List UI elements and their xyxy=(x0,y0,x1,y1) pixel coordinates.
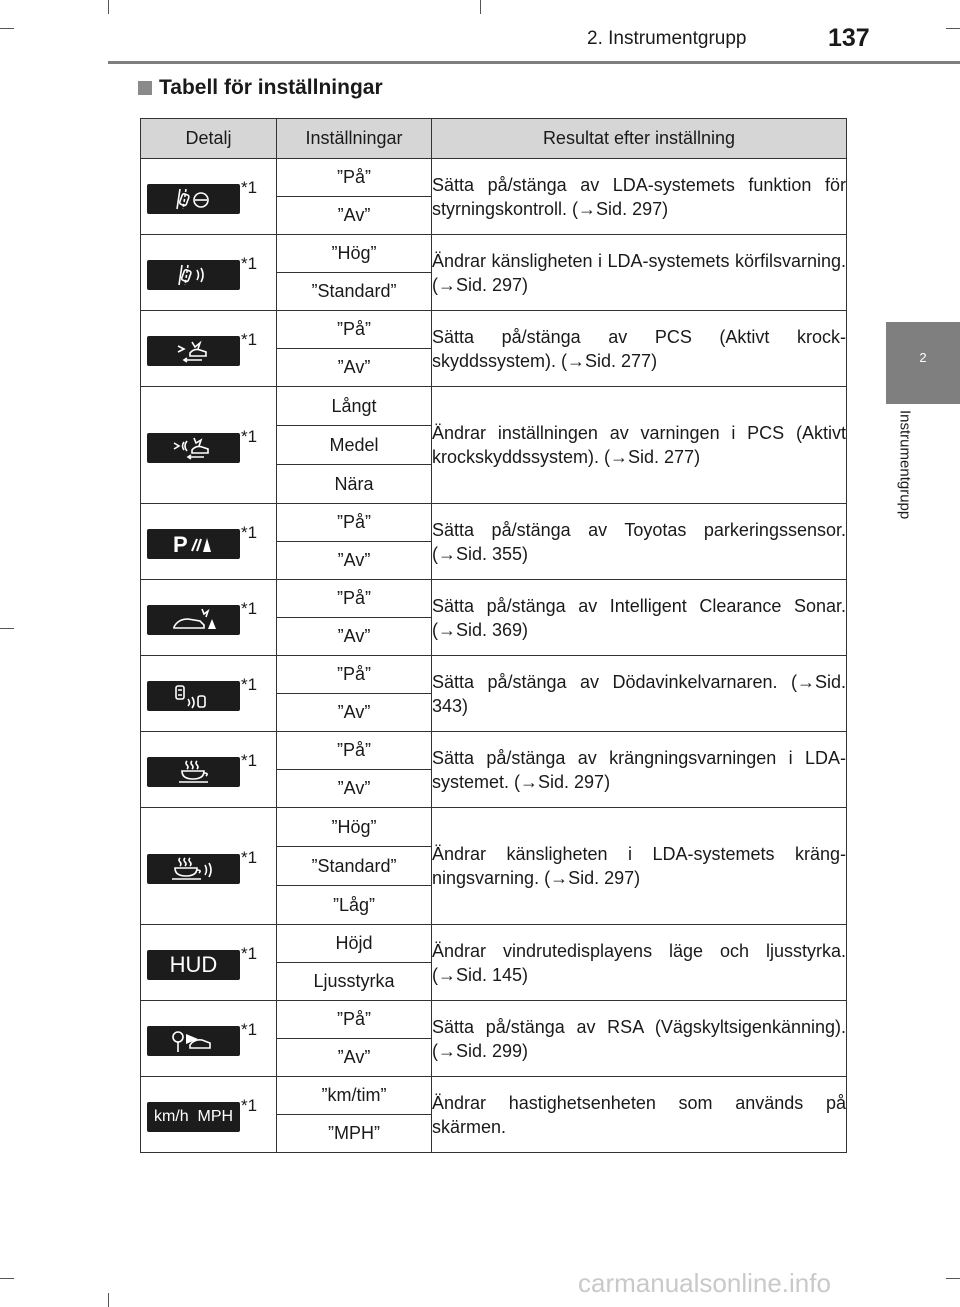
table-row xyxy=(141,656,847,694)
setting-option: ”Hög” xyxy=(277,808,432,847)
table-row xyxy=(141,580,847,618)
setting-option: ”Av” xyxy=(277,542,432,580)
road-sign-assist-icon xyxy=(147,1026,240,1056)
clearance-sonar-icon xyxy=(147,605,240,635)
table-row xyxy=(141,387,847,426)
watermark: carmanualsonline.info xyxy=(578,1268,831,1298)
chapter-tab xyxy=(886,322,960,404)
detail-cell xyxy=(141,504,277,580)
table-row xyxy=(141,732,847,770)
hud-icon xyxy=(147,950,240,980)
footnote-marker: *1 xyxy=(241,675,258,694)
footnote-marker: *1 xyxy=(241,330,258,349)
table-row xyxy=(141,235,847,273)
icon-text: km/h MPH xyxy=(153,1108,234,1125)
setting-option: Nära xyxy=(277,465,432,504)
crop-mark xyxy=(946,28,960,29)
svg-text:P: P xyxy=(172,532,188,557)
column-header-result: Resultat efter inställning xyxy=(432,119,847,159)
setting-option: ”Standard” xyxy=(277,847,432,886)
footnote-marker: *1 xyxy=(241,523,258,542)
setting-result: Ändrar vindrutedisplayens läge och ljusstyrka. (→Sid. 145) xyxy=(432,925,847,1001)
parking-sensor-icon xyxy=(147,529,240,559)
sway-warning-sensitivity-icon xyxy=(147,854,240,884)
speed-unit-icon xyxy=(147,1102,240,1132)
setting-option: ”km/tim” xyxy=(277,1077,432,1115)
table-row xyxy=(141,1077,847,1115)
detail-cell xyxy=(141,732,277,808)
setting-result: Ändrar känsligheten i LDA-systemets körfilsvarning. (→Sid. 297) xyxy=(432,235,847,311)
setting-result: Ändrar känsligheten i LDA-systemets krängningsvarning. (→Sid. 297) xyxy=(432,808,847,925)
footnote-marker: *1 xyxy=(241,1096,258,1115)
chapter-label: Instrumentgrupp xyxy=(896,410,914,520)
setting-option: ”Av” xyxy=(277,197,432,235)
setting-option: ”MPH” xyxy=(277,1115,432,1153)
table-row xyxy=(141,808,847,847)
setting-option: ”Av” xyxy=(277,770,432,808)
page-number: 137 xyxy=(828,24,870,52)
setting-result: Sätta på/stänga av Dödavinkelvarnaren. (→Sid. 343) xyxy=(432,656,847,732)
footnote-marker: *1 xyxy=(241,599,258,618)
setting-result: Sätta på/stänga av krängningsvarningen i LDA-systemet. (→Sid. 297) xyxy=(432,732,847,808)
sway-warning-icon xyxy=(147,757,240,787)
detail-cell xyxy=(141,387,277,504)
table-row xyxy=(141,159,847,197)
settings-table xyxy=(140,118,847,1153)
chapter-number: 2 xyxy=(919,350,927,365)
icon-text: HUD xyxy=(169,952,218,977)
setting-result: Ändrar hastighetsenheten som används på skärmen. xyxy=(432,1077,847,1153)
setting-result: Sätta på/stänga av RSA (Vägskyltsigenkänning). (→Sid. 299) xyxy=(432,1001,847,1077)
column-header-detail: Detalj xyxy=(141,119,277,159)
crop-mark xyxy=(946,1278,960,1279)
setting-option: ”Hög” xyxy=(277,235,432,273)
table-header-row xyxy=(141,119,847,159)
setting-option: ”På” xyxy=(277,1001,432,1039)
footnote-marker: *1 xyxy=(241,1020,258,1039)
detail-cell xyxy=(141,235,277,311)
detail-cell xyxy=(141,925,277,1001)
detail-cell xyxy=(141,656,277,732)
setting-option: ”Av” xyxy=(277,349,432,387)
setting-result: Sätta på/stänga av Toyotas parkeringssensor. (→Sid. 355) xyxy=(432,504,847,580)
pcs-warning-timing-icon xyxy=(147,433,240,463)
column-header-settings: Inställningar xyxy=(277,119,432,159)
detail-cell xyxy=(141,808,277,925)
section-title: Tabell för inställningar xyxy=(138,76,383,100)
lda-steering-control-icon xyxy=(147,184,240,214)
crop-mark xyxy=(108,1293,109,1307)
setting-result: Sätta på/stänga av PCS (Aktivt krockskyddssystem). (→Sid. 277) xyxy=(432,311,847,387)
crop-mark xyxy=(108,0,109,14)
setting-result: Sätta på/stänga av LDA-systemets funktion för styrningskontroll. (→Sid. 297) xyxy=(432,159,847,235)
blind-spot-monitor-icon xyxy=(147,681,240,711)
crop-mark xyxy=(0,28,14,29)
footnote-marker: *1 xyxy=(241,254,258,273)
setting-option: ”På” xyxy=(277,159,432,197)
setting-option: ”Av” xyxy=(277,1039,432,1077)
table-row xyxy=(141,311,847,349)
footnote-marker: *1 xyxy=(241,178,258,197)
detail-cell xyxy=(141,1077,277,1153)
footnote-marker: *1 xyxy=(241,426,258,446)
table-row xyxy=(141,504,847,542)
setting-option: ”På” xyxy=(277,311,432,349)
setting-option: ”På” xyxy=(277,580,432,618)
setting-result: Sätta på/stänga av Intelligent Clearance Sonar. (→Sid. 369) xyxy=(432,580,847,656)
crop-mark xyxy=(0,628,14,629)
setting-option: ”På” xyxy=(277,732,432,770)
header-rule xyxy=(108,61,960,64)
setting-option: Långt xyxy=(277,387,432,426)
setting-option: Höjd xyxy=(277,925,432,963)
table-row xyxy=(141,1001,847,1039)
table-row xyxy=(141,925,847,963)
crop-mark xyxy=(0,1278,14,1279)
setting-option: ”På” xyxy=(277,656,432,694)
footnote-marker: *1 xyxy=(241,847,258,867)
setting-option: ”Av” xyxy=(277,618,432,656)
detail-cell xyxy=(141,311,277,387)
setting-option: ”Av” xyxy=(277,694,432,732)
lda-lane-warning-sensitivity-icon xyxy=(147,260,240,290)
footnote-marker: *1 xyxy=(241,944,258,963)
footnote-marker: *1 xyxy=(241,751,258,770)
crop-mark xyxy=(480,0,481,14)
setting-option: ”På” xyxy=(277,504,432,542)
setting-option: ”Låg” xyxy=(277,886,432,925)
setting-option: Ljusstyrka xyxy=(277,963,432,1001)
detail-cell xyxy=(141,580,277,656)
setting-option: Medel xyxy=(277,426,432,465)
setting-option: ”Standard” xyxy=(277,273,432,311)
pcs-collision-icon xyxy=(147,336,240,366)
header-section-title: 2. Instrumentgrupp xyxy=(587,28,747,49)
bullet-square-icon xyxy=(138,81,152,95)
setting-result: Ändrar inställningen av varningen i PCS (Aktivt krockskyddssystem). (→Sid. 277) xyxy=(432,387,847,504)
detail-cell xyxy=(141,159,277,235)
detail-cell xyxy=(141,1001,277,1077)
